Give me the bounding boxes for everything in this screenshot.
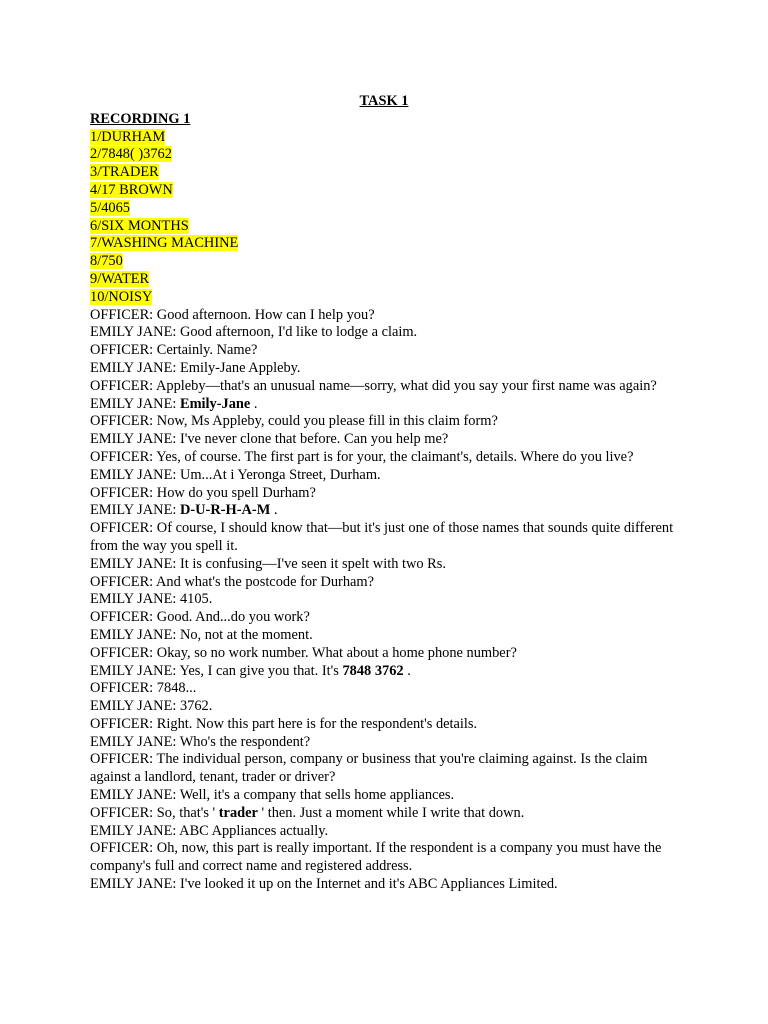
dialogue-line xyxy=(90,840,690,876)
dialogue-line xyxy=(90,431,690,449)
line-text-after: . xyxy=(270,502,278,519)
line-text: Now, Ms Appleby, could you please fill in this claim form? xyxy=(156,413,498,430)
speaker: OFFICER: xyxy=(90,804,154,821)
dialogue-line xyxy=(90,627,690,645)
dialogue-line xyxy=(90,876,690,894)
dialogue-line xyxy=(90,680,690,698)
answer-item: 9/WATER xyxy=(90,270,150,287)
dialogue-line xyxy=(90,307,690,325)
line-text: The individual person, company or business that you're claiming against. Is the claim against a landlord, tenant, trader or driver? xyxy=(90,751,648,786)
dialogue-line xyxy=(90,663,690,681)
line-text: Emily-Jane Appleby. xyxy=(179,359,301,376)
document-page xyxy=(90,93,690,894)
line-text: Well, it's a company that sells home appliances. xyxy=(179,787,455,804)
line-text: ABC Appliances actually. xyxy=(179,822,329,839)
answer-item: 8/750 xyxy=(90,253,123,270)
speaker: EMILY JANE: xyxy=(90,733,177,750)
dialogue-line xyxy=(90,520,690,556)
dialogue-line xyxy=(90,556,690,574)
dialogue-line xyxy=(90,396,690,414)
speaker: EMILY JANE: xyxy=(90,466,177,483)
line-text: Good afternoon, I'd like to lodge a claim. xyxy=(179,324,418,341)
dialogue-line xyxy=(90,324,690,342)
dialogue-line xyxy=(90,591,690,609)
answer-list xyxy=(90,129,690,307)
speaker: OFFICER: xyxy=(90,644,154,661)
speaker: EMILY JANE: xyxy=(90,502,177,519)
answer-item: 3/TRADER xyxy=(90,164,159,181)
document-title: TASK 1 xyxy=(359,93,409,109)
line-text: Appleby—that's an unusual name—sorry, what did you say your first name was again? xyxy=(156,377,657,394)
dialogue-line xyxy=(90,645,690,663)
line-text-after: . xyxy=(403,662,411,679)
speaker: EMILY JANE: xyxy=(90,591,177,608)
line-text: Good. And...do you work? xyxy=(156,609,310,626)
line-text: How do you spell Durham? xyxy=(156,484,316,501)
line-text: I've looked it up on the Internet and it's ABC Appliances Limited. xyxy=(179,876,558,893)
answer-item: 6/SIX MONTHS xyxy=(90,217,189,234)
dialogue-line xyxy=(90,823,690,841)
dialogue-line xyxy=(90,360,690,378)
dialogue-line xyxy=(90,787,690,805)
line-text: Um...At i Yeronga Street, Durham. xyxy=(179,466,381,483)
speaker: EMILY JANE: xyxy=(90,626,177,643)
emphasis-text: D-U-R-H-A-M xyxy=(179,502,271,519)
speaker: EMILY JANE: xyxy=(90,359,177,376)
line-text: Yes, of course. The first part is for your, the claimant's, details. Where do you live? xyxy=(156,448,634,465)
line-text: I've never clone that before. Can you help me? xyxy=(179,431,449,448)
line-text: Of course, I should know that—but it's just one of those names that sounds quite different from the way you spell it. xyxy=(90,520,674,554)
line-text: Right. Now this part here is for the respondent's details. xyxy=(156,715,478,732)
speaker: EMILY JANE: xyxy=(90,395,177,412)
line-text: Oh, now, this part is really important. If the respondent is a company you must have the company's full and correct name and registered address. xyxy=(90,840,662,875)
line-text: Good afternoon. How can I help you? xyxy=(156,306,375,323)
speaker: OFFICER: xyxy=(90,520,154,537)
speaker: EMILY JANE: xyxy=(90,822,177,839)
dialogue-line xyxy=(90,413,690,431)
line-text: Who's the respondent? xyxy=(179,733,311,750)
line-text: Certainly. Name? xyxy=(156,342,258,359)
speaker: EMILY JANE: xyxy=(90,876,177,893)
speaker: EMILY JANE: xyxy=(90,431,177,448)
speaker: OFFICER: xyxy=(90,377,154,394)
line-text: 7848... xyxy=(156,680,197,697)
speaker: EMILY JANE: xyxy=(90,787,177,804)
speaker: OFFICER: xyxy=(90,573,154,590)
answer-item: 5/4065 xyxy=(90,199,130,216)
speaker: OFFICER: xyxy=(90,413,154,430)
dialogue-line xyxy=(90,751,690,787)
line-text: So, that's ' xyxy=(156,804,219,821)
dialogue-line xyxy=(90,574,690,592)
answer-item: 2/7848( )3762 xyxy=(90,146,172,163)
speaker: OFFICER: xyxy=(90,609,154,626)
dialogue-line xyxy=(90,734,690,752)
line-text: Yes, I can give you that. It's xyxy=(179,662,343,679)
answer-item: 10/NOISY xyxy=(90,288,153,305)
line-text: And what's the postcode for Durham? xyxy=(156,573,374,590)
line-text: It is confusing—I've seen it spelt with two Rs. xyxy=(179,555,446,572)
dialogue-line xyxy=(90,609,690,627)
speaker: OFFICER: xyxy=(90,840,154,857)
emphasis-text: trader xyxy=(218,804,258,821)
speaker: OFFICER: xyxy=(90,680,154,697)
line-text: Okay, so no work number. What about a home phone number? xyxy=(156,644,517,661)
speaker: EMILY JANE: xyxy=(90,662,177,679)
recording-heading: RECORDING 1 xyxy=(90,110,191,127)
speaker: OFFICER: xyxy=(90,306,154,323)
dialogue-transcript xyxy=(90,307,690,894)
dialogue-line xyxy=(90,502,690,520)
dialogue-line xyxy=(90,805,690,823)
speaker: EMILY JANE: xyxy=(90,698,177,715)
speaker: EMILY JANE: xyxy=(90,555,177,572)
speaker: OFFICER: xyxy=(90,484,154,501)
dialogue-line xyxy=(90,485,690,503)
dialogue-line xyxy=(90,716,690,734)
speaker: OFFICER: xyxy=(90,751,154,768)
emphasis-text: 7848 3762 xyxy=(342,662,404,679)
dialogue-line xyxy=(90,698,690,716)
line-text-after: . xyxy=(250,395,258,412)
emphasis-text: Emily-Jane xyxy=(179,395,251,412)
dialogue-line xyxy=(90,449,690,467)
speaker: EMILY JANE: xyxy=(90,324,177,341)
line-text: No, not at the moment. xyxy=(179,626,313,643)
speaker: OFFICER: xyxy=(90,448,154,465)
line-text: 3762. xyxy=(179,698,213,715)
line-text: 4105. xyxy=(179,591,213,608)
speaker: OFFICER: xyxy=(90,715,154,732)
dialogue-line xyxy=(90,378,690,396)
line-text-after: ' then. Just a moment while I write that down. xyxy=(257,804,525,821)
dialogue-line xyxy=(90,342,690,360)
answer-item: 1/DURHAM xyxy=(90,128,166,145)
speaker: OFFICER: xyxy=(90,342,154,359)
answer-item: 4/17 BROWN xyxy=(90,181,173,198)
dialogue-line xyxy=(90,467,690,485)
answer-item: 7/WASHING MACHINE xyxy=(90,235,239,252)
